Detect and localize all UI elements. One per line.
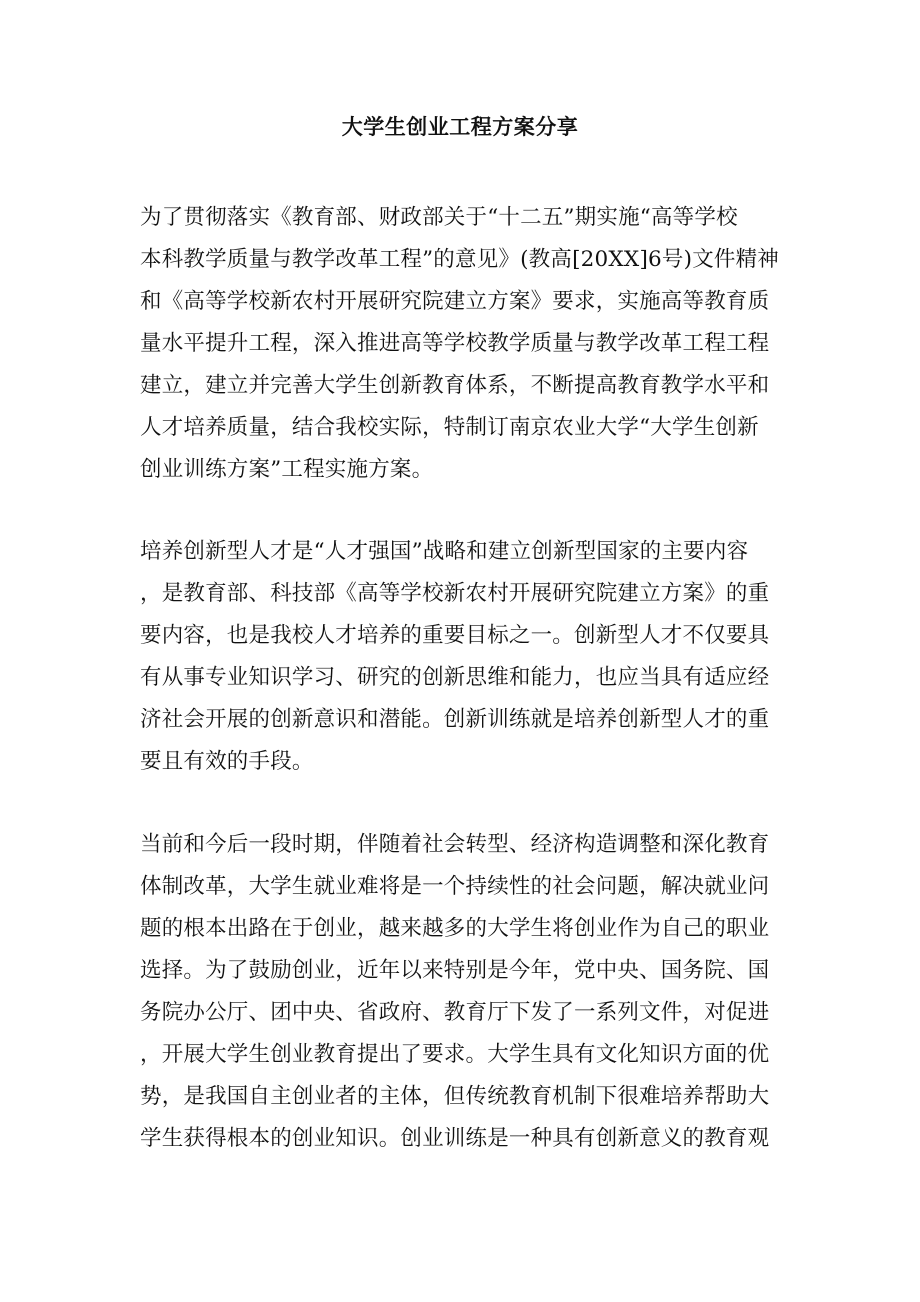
paragraph-line: 人才培养质量，结合我校实际，特制订南京农业大学“大学生创新: [140, 415, 759, 440]
paragraph-line: 创业训练方案”工程实施方案。: [140, 457, 434, 482]
paragraph-2: [140, 531, 790, 783]
paragraph-line: ，开展大学生创业教育提出了要求。大学生具有文化知识方面的优: [140, 1042, 770, 1067]
paragraph-line: 题的根本出路在于创业，越来越多的大学生将创业作为自己的职业: [140, 916, 770, 941]
paragraph-line: 有从事专业知识学习、研究的创新思维和能力，也应当具有适应经: [140, 665, 770, 690]
paragraph-line: 济社会开展的创新意识和潜能。创新训练就是培养创新型人才的重: [140, 707, 770, 732]
paragraph-line: 量水平提升工程，深入推进高等学校教学质量与教学改革工程工程: [140, 331, 770, 356]
paragraph-line: 和《高等学校新农村开展研究院建立方案》要求，实施高等教育质: [140, 289, 770, 314]
paragraph-line: 为了贯彻落实《教育部、财政部关于“十二五”期实施“高等学校: [140, 205, 738, 230]
paragraph-line: 选择。为了鼓励创业，近年以来特别是今年，党中央、国务院、国: [140, 958, 770, 983]
paragraph-line: 务院办公厅、团中央、省政府、教育厅下发了一系列文件，对促进: [140, 1000, 770, 1025]
paragraph-line: 要且有效的手段。: [140, 749, 314, 774]
paragraph-1: [140, 197, 790, 491]
document-title: 大学生创业工程方案分享: [341, 114, 579, 139]
paragraph-line: 当前和今后一段时期，伴随着社会转型、经济构造调整和深化教育: [140, 832, 770, 857]
paragraph-line: 建立，建立并完善大学生创新教育体系，不断提高教育教学水平和: [140, 373, 770, 398]
paragraph-line: 本科教学质量与教学改革工程”的意见》(教高[20XX]6号)文件精神: [140, 247, 779, 272]
paragraph-line: ，是教育部、科技部《高等学校新农村开展研究院建立方案》的重: [140, 581, 770, 606]
paragraph-line: 体制改革，大学生就业难将是一个持续性的社会问题，解决就业问: [140, 874, 770, 899]
paragraph-line: 学生获得根本的创业知识。创业训练是一种具有创新意义的教育观: [140, 1126, 770, 1151]
paragraph-line: 培养创新型人才是“人才强国”战略和建立创新型国家的主要内容: [140, 539, 749, 564]
paragraph-line: 势，是我国自主创业者的主体，但传统教育机制下很难培养帮助大: [140, 1084, 770, 1109]
paragraph-line: 要内容，也是我校人才培养的重要目标之一。创新型人才不仅要具: [140, 623, 770, 648]
paragraph-3: [140, 824, 790, 1160]
